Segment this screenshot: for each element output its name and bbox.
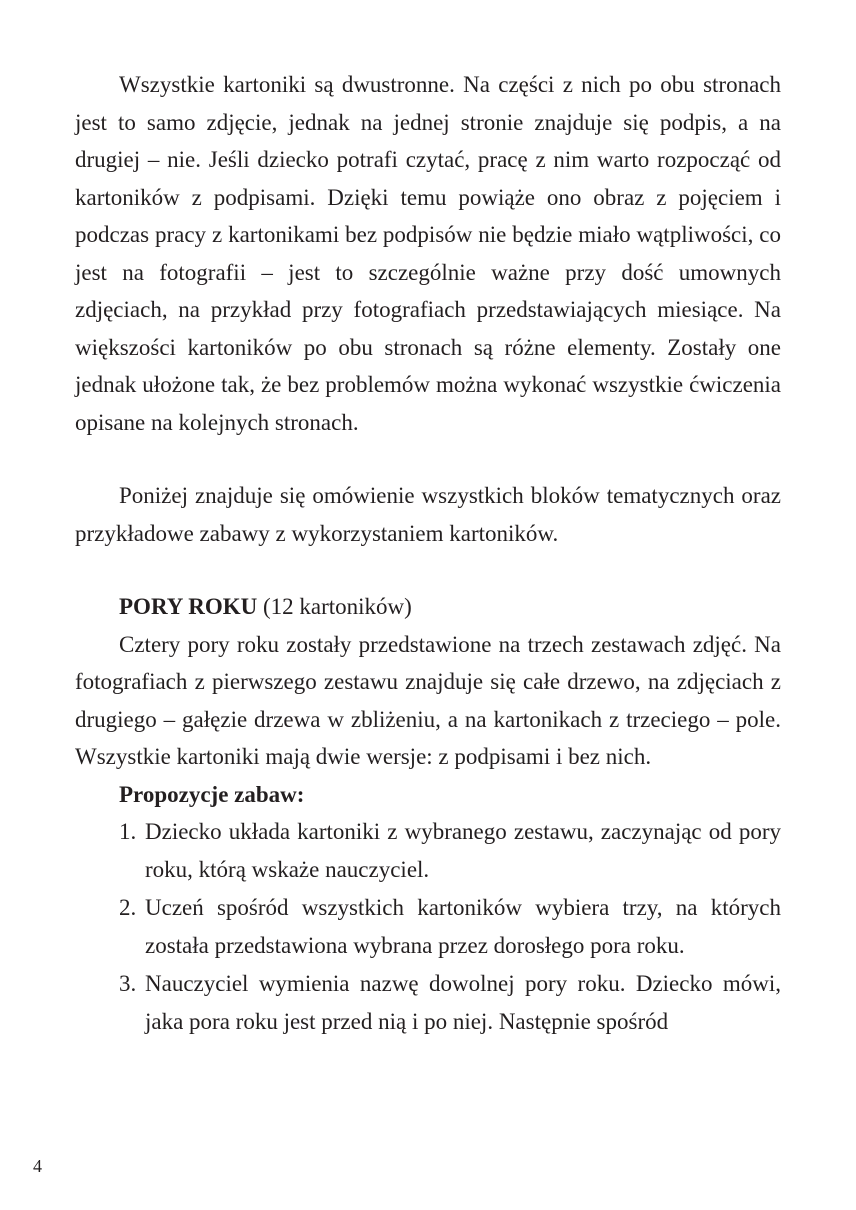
list-item-text: Dziecko układa kartoniki z wybranego zestawu, zaczynając od pory roku, którą wskaże nauczyciel. — [145, 819, 781, 882]
list-item-number: 3. — [119, 971, 137, 996]
list-item — [75, 813, 781, 888]
list-item-text: Uczeń spośród wszystkich kartoników wybiera trzy, na których została przedstawiona wybrana przez dorosłego pora roku. — [145, 895, 781, 958]
section-description: Cztery pory roku zostały przedstawione na trzech zestawach zdjęć. Na fotografiach z pierwszego zestawu znajduje się całe drzewo, na zdjęciach z drugiego – gałęzie drzewa w zbliżeniu, a na kartonikach z trzeciego – pole. Wszystkie kartoniki mają dwie wersje: z podpisami i bez nich. — [75, 631, 781, 769]
page-number: 4 — [33, 1156, 42, 1176]
section-title: PORY ROKU — [119, 594, 258, 619]
list-item-number: 1. — [119, 819, 137, 844]
page-content — [75, 66, 781, 1041]
list-item — [75, 889, 781, 964]
section-count: (12 kartoników) — [263, 594, 412, 619]
games-heading: Propozycje zabaw: — [119, 781, 305, 807]
games-list — [75, 813, 781, 1040]
intro-paragraph: Wszystkie kartoniki są dwustronne. Na części z nich po obu stronach jest to samo zdjęcie, jednak na jednej stronie znajduje się podpis, a na drugiej – nie. Jeśli dziecko potrafi czytać, pracę z nim warto rozpocząć od kartoników z podpisami. Dzięki temu powiąże ono obraz z pojęciem i podczas pracy z kartonikami bez podpisów nie będzie miało wątpliwości, co jest na fotografii – jest to szczególnie ważne przy dość umownych zdjęciach, na przykład przy fotografiach przedstawiających miesiące. Na większości kartoników po obu stronach są różne elementy. Zostały one jednak ułożone tak, że bez problemów można wykonać wszystkie ćwiczenia opisane na kolejnych stronach. — [75, 72, 781, 435]
section-heading — [75, 588, 781, 626]
overview-paragraph: Poniżej znajduje się omówienie wszystkich bloków tematycznych oraz przykładowe zabawy z wykorzystaniem kartoników. — [75, 483, 781, 546]
list-item — [75, 965, 781, 1040]
list-item-text: Nauczyciel wymienia nazwę dowolnej pory roku. Dziecko mówi, jaka pora roku jest przed nią i po niej. Następnie spośród — [145, 971, 781, 1034]
list-item-number: 2. — [119, 895, 137, 920]
